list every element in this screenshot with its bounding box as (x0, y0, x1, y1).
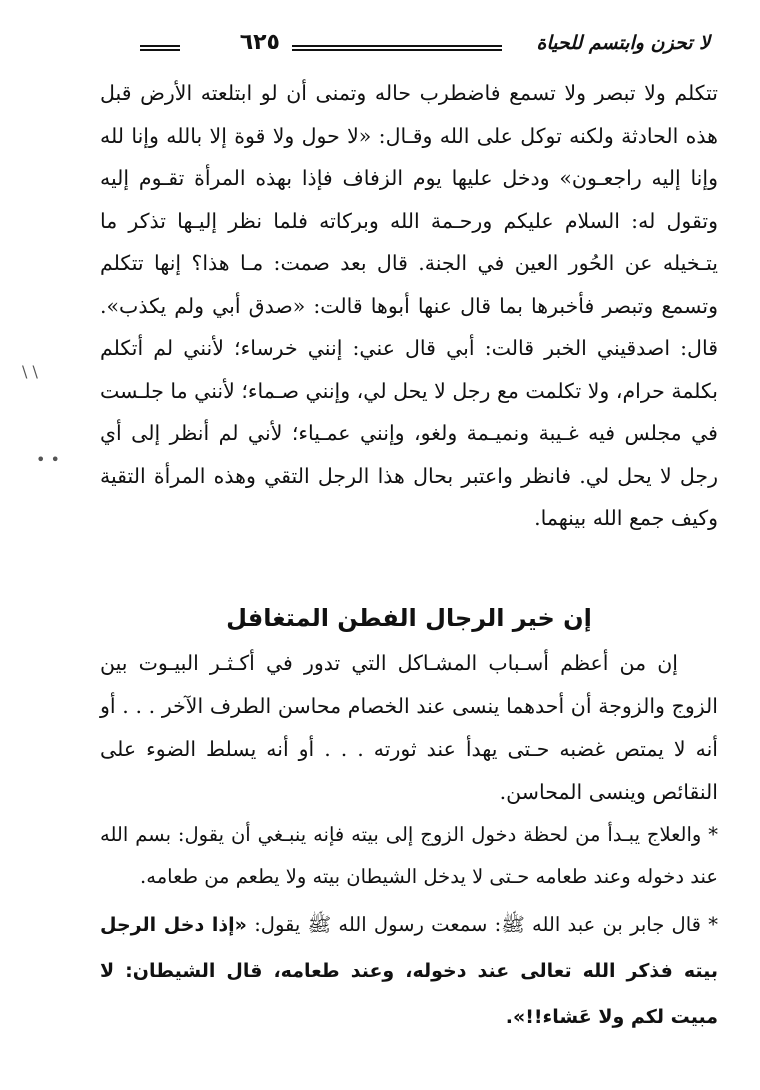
paragraph-remedy: * والعلاج يبـدأ من لحظة دخول الزوج إلى بيته فإنه ينبـغي أن يقول: بسم الله عند دخوله وعند طعامه حـتى لا يدخل الشيطان بيته ولا يطعم من طعامه. (100, 822, 718, 888)
page-body (100, 72, 718, 1040)
margin-mark: • • (36, 450, 60, 469)
paragraph-problems: إن من أعظم أسـباب المشـاكل التي تدور في أكـثـر البيـوت بين الزوج والزوجة أن أحدهما ينسى عند الخصام محاسن الطرف الآخر . . . أو أنه لا يمتص غضبه حـتى يهدأ عند ثورته . . . أو أنه يسلط الضوء على النقائص وينسى المحاسن. (100, 650, 718, 804)
paragraph-hadith (100, 902, 718, 1040)
page-header (110, 30, 710, 70)
margin-scan-marks (0, 0, 100, 1090)
hadith-lead: * قال جابر بن عبد الله ﷺ: سمعت رسول الله ﷺ يقول: (254, 912, 718, 936)
header-rule-short (140, 45, 180, 51)
page-number: ٦٢٥ (239, 30, 280, 55)
margin-mark: \ \ (22, 362, 38, 381)
header-rule-long (292, 45, 502, 51)
hadith-quote: «إذا دخل الرجل بيته فذكر الله تعالى عند دخوله، وعند طعامه، قال الشيطان: لا مبيت لكم ولا عَشاء!!». (100, 913, 718, 1028)
running-title: لا تحزن وابتسم للحياة (536, 32, 710, 54)
section-heading: إن خير الرجال الفطن المتغافل (226, 603, 592, 632)
paragraph-story: تتكلم ولا تبصر ولا تسمع فاضطرب حاله وتمنى أن لو ابتلعته الأرض قبل هذه الحادثة ولكنه توكل على الله وقـال: «لا حول ولا قوة إلا بالله وإنا لله وإنا إليه راجعـون» ودخل عليها يوم الزفاف فإذا بهذه المرأة تقـوم إليه وتقول له: السلام عليكم ورحـمة الله وبركاته فلما نظر إليـها تذكر ما يتـخيله عن الحُور العين في الجنة. قال بعد صمت: مـا هذا؟ إنها تتكلم وتسمع وتبصر فأخبرها بما قال عنها أبوها قالت: «صدق أبي ولم يكذب». قال: اصدقيني الخبر قالت: أبي قال عني: إنني خرساء؛ لأنني لم أتكلم بكلمة حرام، ولا تكلمت مع رجل لا يحل لي، وإنني صـماء؛ لأنني ما جلـست في مجلس فيه غـيبة ونميـمة ولغو، وإنني عمـياء؛ لأني لم أنظر إلى أي رجل لا يحل لي. فانظر واعتبر بحال هذا الرجل التقي وهذه المرأة التقية وكيف جمع الله بينهما. (100, 81, 718, 530)
